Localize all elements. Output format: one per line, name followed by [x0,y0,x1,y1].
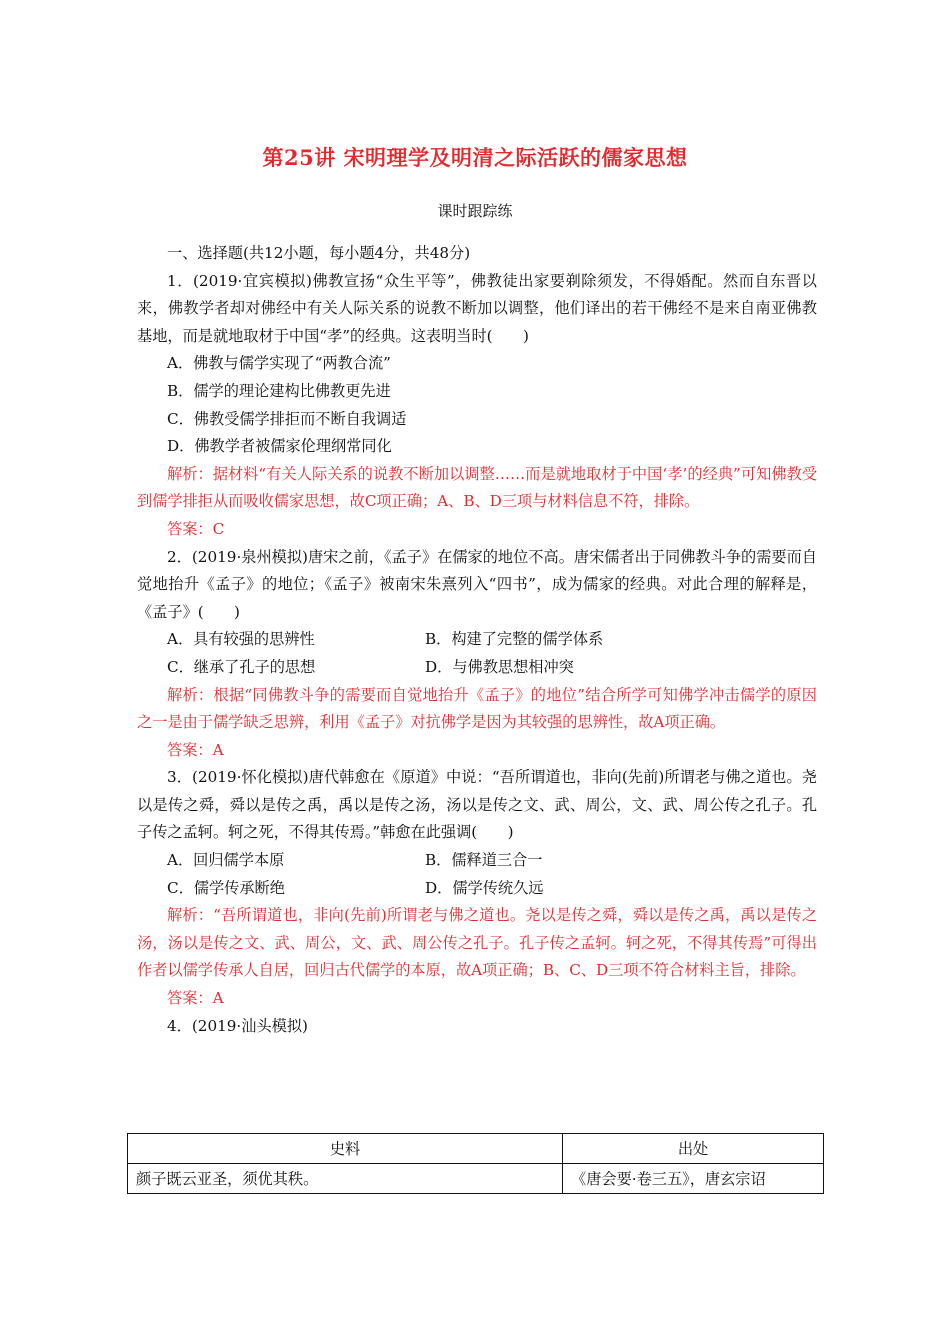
question-1-option-b: B．儒学的理论建构比佛教更先进 [167,381,391,400]
question-3-option-b: B．儒释道三合一 [425,851,543,870]
source-table [127,1133,824,1194]
question-3-option-c: C．儒学传承断绝 [167,878,285,897]
analysis-text: 根据“同佛教斗争的需要而自觉地抬升《孟子》的地位”结合所学可知佛学冲击儒学的原因之一是由于儒学缺乏思辨，利用《孟子》对抗佛学是因为其较强的思辨性，故A项正确。 [137,685,817,732]
table-row [128,1164,824,1194]
question-2-option-a: A．具有较强的思辨性 [167,630,315,649]
question-3-stem: 3．(2019·怀化模拟)唐代韩愈在《原道》中说：“吾所谓道也，非向(先前)所谓老与佛之道也。尧以是传之舜，舜以是传之禹，禹以是传之汤，汤以是传之文、武、周公，文、武、周公传之孔子。孔子传之孟轲。轲之死，不得其传焉。”韩愈在此强调( ) [137,768,817,842]
question-3-option-a: A．回归儒学本原 [167,851,285,870]
analysis-label: 解析： [167,685,214,704]
question-1-option-a: A．佛教与儒学实现了“两教合流” [167,354,391,373]
question-2-option-d: D．与佛教思想相冲突 [425,657,574,676]
question-2-stem: 2．(2019·泉州模拟)唐宋之前，《孟子》在儒家的地位不高。唐宋儒者出于同佛教斗争的需要而自觉地抬升《孟子》的地位；《孟子》被南宋朱熹列入“四书”，成为儒家的经典。对此合理的解释是，《孟子》( ) [137,547,817,621]
question-3-options-row-1 [137,847,817,875]
question-4-stem: 4．(2019·汕头模拟) [167,1016,308,1035]
question-1-answer: 答案：C [167,519,225,538]
analysis-text: “吾所谓道也，非向(先前)所谓老与佛之道也。尧以是传之舜，舜以是传之禹，禹以是传之汤，汤以是传之文、武、周公，文、武、周公传之孔子。孔子传之孟轲。轲之死，不得其传焉”可得出作者以儒学传承人自居，回归古代儒学的本原，故A项正确；B、C、D三项不符合材料主旨，排除。 [137,906,818,980]
question-3-answer: 答案：A [167,989,224,1008]
question-2-analysis [137,682,817,737]
question-2-options-row-1 [137,626,817,654]
question-2-answer: 答案：A [167,740,224,759]
table-cell-origin: 《唐会要·卷三五》，唐玄宗诏 [563,1164,824,1194]
document-body [137,240,817,1040]
question-3-option-d: D．儒学传统久远 [425,878,544,897]
question-2-option-c: C．继承了孔子的思想 [167,657,316,676]
section-heading: 一、选择题(共12小题，每小题4分，共48分) [167,244,471,262]
analysis-text: 据材料“有关人际关系的说教不断加以调整……而是就地取材于中国‘孝’的经典”可知佛教受到儒学排拒从而吸收儒家思想，故C项正确；A、B、D三项与材料信息不符，排除。 [137,464,818,511]
table-header-row [128,1134,824,1164]
table-header-origin: 出处 [563,1134,824,1164]
analysis-label: 解析： [167,906,214,925]
analysis-label: 解析： [167,464,213,483]
question-1-option-d: D．佛教学者被儒家伦理纲常同化 [167,437,392,456]
question-2-option-b: B．构建了完整的儒学体系 [425,630,604,649]
question-1-stem: 1．(2019·宜宾模拟)佛教宣扬“众生平等”，佛教徒出家要剃除须发，不得婚配。然而自东晋以来，佛教学者却对佛经中有关人际关系的说教不断加以调整，他们译出的若干佛经不是来自南亚佛教基地，而是就地取材于中国“孝”的经典。这表明当时( ) [137,271,817,345]
table-header-source: 史料 [128,1134,563,1164]
question-1-option-c: C．佛教受儒学排拒而不断自我调适 [167,409,407,428]
question-3-options-row-2 [137,875,817,903]
question-3-analysis [137,902,817,985]
page-subtitle: 课时跟踪练 [437,202,513,220]
question-1-analysis [137,461,817,516]
question-2-options-row-2 [137,654,817,682]
page-title: 第25讲 宋明理学及明清之际活跃的儒家思想 [262,145,688,170]
table-cell-source: 颜子既云亚圣，须优其秩。 [128,1164,563,1194]
